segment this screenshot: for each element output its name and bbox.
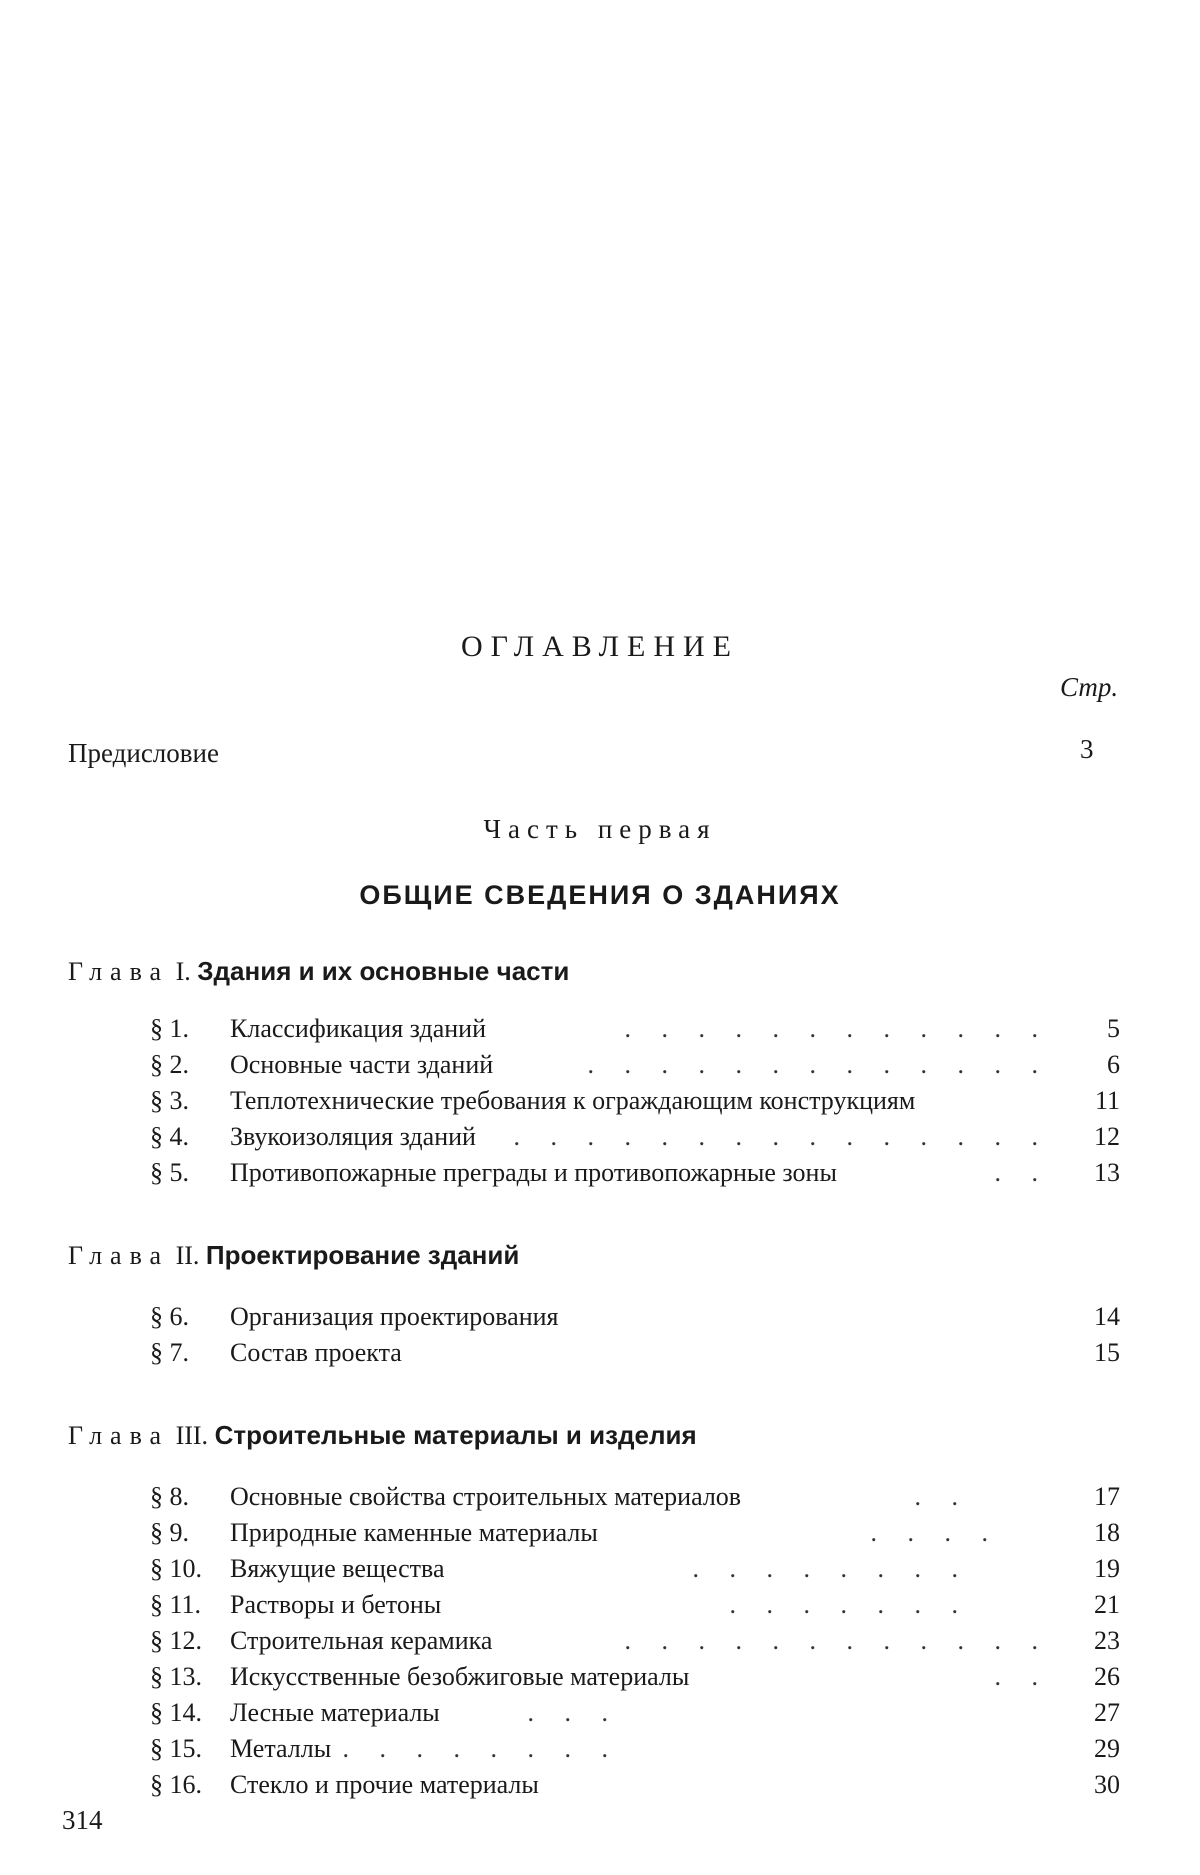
entry-page: 11 [1094, 1086, 1120, 1115]
entry-title: Растворы и бетоны [230, 1590, 442, 1619]
chapter-title: Строительные материалы и изделия [214, 1420, 697, 1450]
section-number: § 10. [150, 1554, 202, 1583]
chapter-heading [68, 956, 569, 987]
toc-entry [150, 1480, 1120, 1514]
entry-title: Классификация зданий [230, 1014, 486, 1043]
entry-page: 6 [1107, 1050, 1120, 1079]
dot-leader: . . [994, 1158, 1050, 1187]
dot-leader: . . . . . . . [729, 1590, 970, 1619]
toc-entry [150, 1516, 1120, 1550]
toc-entry [150, 1048, 1120, 1082]
entry-title: Стекло и прочие материалы [230, 1770, 539, 1799]
toc-entry [150, 1624, 1120, 1658]
entry-title: Основные части зданий [230, 1050, 494, 1079]
chapter-number: III. [175, 1421, 209, 1450]
entry-page: 21 [1094, 1590, 1120, 1619]
dot-leader: . . . . . . . . . . . . [624, 1626, 1050, 1655]
entry-page: 5 [1107, 1014, 1120, 1043]
toc-entry [150, 1012, 1120, 1046]
dot-leader: . . . . . . . . [342, 1734, 620, 1763]
section-number: § 4. [150, 1122, 189, 1151]
toc-entry [150, 1156, 1120, 1190]
section-number: § 9. [150, 1518, 189, 1547]
dot-leader: . . . . . . . . . . . . [624, 1014, 1050, 1043]
dot-leader: . . . . . . . . [692, 1554, 970, 1583]
entry-page: 12 [1094, 1122, 1120, 1151]
entry-page: 14 [1094, 1302, 1120, 1331]
entry-title: Состав проекта [230, 1338, 402, 1367]
entry-title: Природные каменные материалы [230, 1518, 598, 1547]
chapter-heading [68, 1240, 519, 1271]
toc-entry [150, 1696, 1120, 1730]
entry-page: 27 [1094, 1698, 1120, 1727]
entry-page: 23 [1094, 1626, 1120, 1655]
entry-page: 26 [1094, 1662, 1120, 1691]
toc-entry [150, 1300, 1120, 1334]
section-number: § 2. [150, 1050, 189, 1079]
section-number: § 15. [150, 1734, 202, 1763]
toc-entry [150, 1552, 1120, 1586]
toc-entry [150, 1660, 1120, 1694]
entry-title: Искусственные безобжиговые материалы [230, 1662, 690, 1691]
entry-page: 29 [1094, 1734, 1120, 1763]
page-title: ОГЛАВЛЕНИЕ [461, 630, 739, 663]
dot-leader: . . . . . . . . . . . . . . . [513, 1122, 1050, 1151]
page-column-label: Стр. [1060, 672, 1119, 702]
chapter-label: Глава [68, 1421, 170, 1450]
preface-entry: Предисловие [68, 738, 219, 768]
chapter-label: Глава [68, 1241, 170, 1270]
chapter-heading [68, 1420, 697, 1451]
section-number: § 13. [150, 1662, 202, 1691]
entry-page: 15 [1094, 1338, 1120, 1367]
toc-entry [150, 1084, 1120, 1118]
page-number: 314 [62, 1805, 103, 1835]
toc-entry [150, 1732, 1120, 1766]
part-label: Часть первая [483, 814, 717, 844]
entry-page: 13 [1094, 1158, 1120, 1187]
entry-title: Звукоизоляция зданий [230, 1122, 476, 1151]
chapter-title: Проектирование зданий [205, 1240, 520, 1270]
section-number: § 5. [150, 1158, 189, 1187]
preface-page: 3 [1080, 734, 1094, 764]
dot-leader: . . [994, 1662, 1050, 1691]
chapter-number: I. [175, 957, 191, 986]
entry-page: 17 [1094, 1482, 1120, 1511]
chapter-number: II. [175, 1241, 200, 1270]
section-number: § 6. [150, 1302, 189, 1331]
section-number: § 3. [150, 1086, 189, 1115]
entry-title: Лесные материалы [230, 1698, 440, 1727]
section-number: § 1. [150, 1014, 189, 1043]
entry-title: Противопожарные преграды и противопожарные зоны [230, 1158, 837, 1187]
section-number: § 16. [150, 1770, 202, 1799]
entry-title: Основные свойства строительных материалов [230, 1482, 742, 1511]
dot-leader: . . . . [870, 1518, 1000, 1547]
dot-leader: . . [914, 1482, 970, 1511]
entry-page: 19 [1094, 1554, 1120, 1583]
chapter-title: Здания и их основные части [197, 956, 570, 986]
entry-title: Вяжущие вещества [230, 1554, 445, 1583]
entry-title: Металлы [230, 1734, 332, 1763]
section-number: § 11. [150, 1590, 202, 1619]
entry-title: Теплотехнические требования к ограждающим конструкциям [230, 1086, 916, 1115]
dot-leader: . . . . . . . . . . . . . [587, 1050, 1050, 1079]
toc-entry [150, 1588, 1120, 1622]
section-number: § 14. [150, 1698, 202, 1727]
toc-entry [150, 1768, 1120, 1802]
part-title: ОБЩИЕ СВЕДЕНИЯ О ЗДАНИЯХ [359, 880, 841, 910]
entry-title: Строительная керамика [230, 1626, 493, 1655]
section-number: § 12. [150, 1626, 202, 1655]
entry-title: Организация проектирования [230, 1302, 559, 1331]
entry-page: 30 [1094, 1770, 1120, 1799]
section-number: § 7. [150, 1338, 189, 1367]
toc-entry [150, 1120, 1120, 1154]
entry-page: 18 [1094, 1518, 1120, 1547]
section-number: § 8. [150, 1482, 189, 1511]
toc-entry [150, 1336, 1120, 1370]
dot-leader: . . . [527, 1698, 620, 1727]
chapter-label: Глава [68, 957, 170, 986]
